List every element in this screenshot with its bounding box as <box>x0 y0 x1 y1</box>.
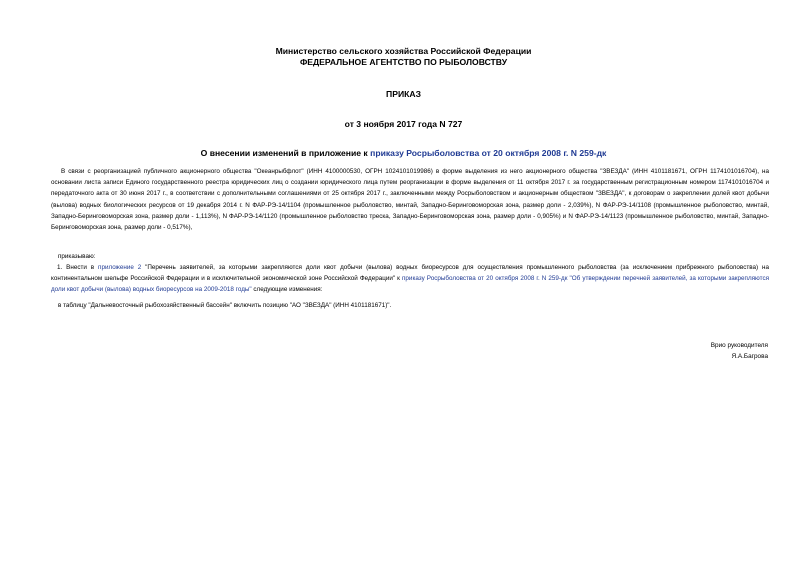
order-259-link[interactable]: приказу Росрыболовства от 20 октября 2008 г. N 259-дк "Об утверждении перечней заявителей, за которыми закрепляются доли квот добычи (вылова) водных биоресурсов на 2009-2018 годы" <box>51 275 769 294</box>
item-1-suffix: следующие изменения: <box>251 286 323 294</box>
paragraph-item-1 <box>51 262 769 296</box>
agency-heading: ФЕДЕРАЛЬНОЕ АГЕНТСТВО ПО РЫБОЛОВСТВУ <box>299 57 508 67</box>
document-date-number: от 3 ноября 2017 года N 727 <box>344 119 463 129</box>
signature-name: Я.А.Багрова <box>731 353 768 360</box>
document-title <box>0 148 807 158</box>
title-order-link[interactable]: приказу Росрыболовства от 20 октября 2008 г. N 259-дк <box>370 148 607 158</box>
item-1-middle: "Перечень заявителей, за которыми закрепляются доли квот добычи (вылова) водных биоресурсов для осуществления промышленного рыболовства (за исключением прибрежного рыболовства) на континентальном шельфе Российской Федерации и в исключительной экономической зоне Российской Федерации" к <box>51 264 769 283</box>
paragraph-preamble: В связи с реорганизацией публичного акционерного общества "Океанрыбфлот" (ИНН 4100000530, ОГРН 1024101019986) в форме выделения из него акционерного общества "ЗВЕЗДА" (ИНН 4101181671, ОГРН 1174101016704), на основании листа записи Единого государственного реестра юридических лиц о создании юридического лица путем реорганизации в форме выделения от 11 октября 2017 г. за государственным регистрационным номером 1174101016704 и передаточного акта от 30 июня 2017 г., в соответствии с дополнительными соглашениями от 25 октября 2017 г., заключенными между Росрыболовством и акционерным обществом "ЗВЕЗДА", к договорам о закреплении долей квот добычи (вылова) водных биологических ресурсов от 19 декабря 2014 г. N ФАР-РЭ-14/1104 (промышленное рыболовство, минтай, Западно-Беринговоморская зона, размер доли - 2,039%), N ФАР-РЭ-14/1108 (промышленное рыболовство, минтай, Западно-Беринговоморская зона, размер доли - 1,113%), N ФАР-РЭ-14/1120 (промышленное рыболовство треска, Западно-Беринговоморская зона, размер доли - 0,905%) и N ФАР-РЭ-14/1123 (промышленное рыболовство, минтай, Западно-Беринговоморская зона, размер доли - 0,517%), <box>51 168 769 232</box>
paragraph-table-change: в таблицу "Дальневосточный рыбохозяйственный бассейн" включить позицию "АО "ЗВЕЗДА" (ИНН 4101181671)". <box>58 302 392 309</box>
appendix-2-link[interactable]: приложение 2 <box>98 264 142 271</box>
ministry-heading: Министерство сельского хозяйства Российской Федерации <box>275 46 532 56</box>
document-type: ПРИКАЗ <box>386 89 421 99</box>
title-prefix: О внесении изменений в приложение к <box>200 148 371 158</box>
paragraph-order-word: приказываю: <box>58 253 96 260</box>
item-1-prefix: 1. Внести в <box>57 264 99 271</box>
signature-position: Врио руководителя <box>710 342 768 349</box>
